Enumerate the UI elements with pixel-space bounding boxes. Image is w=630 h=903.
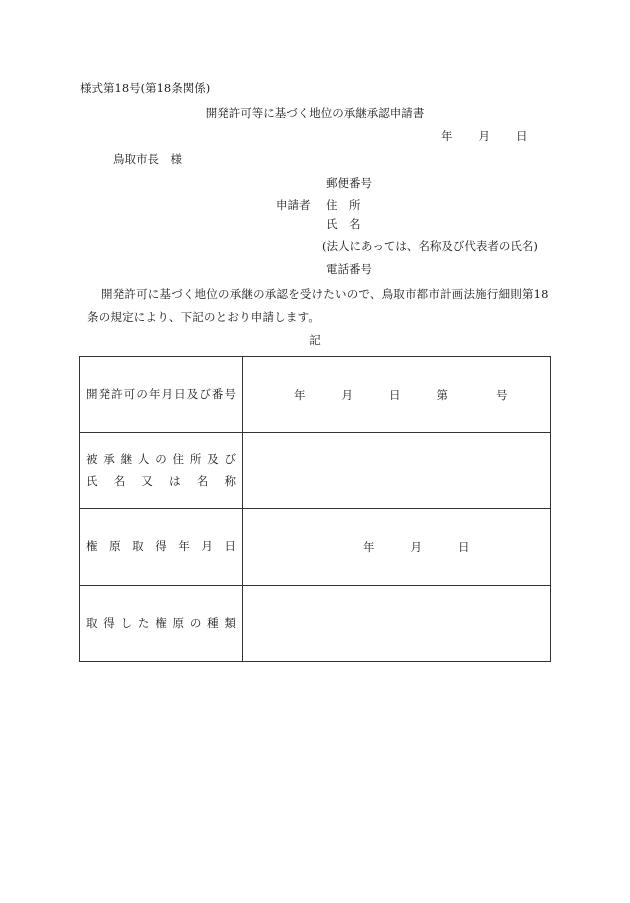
date-day: 日 [516,129,528,143]
permit-go: 号 [496,387,508,402]
form-number: 様式第18号(第18条関係) [80,81,211,95]
permit-year: 年 [294,387,306,402]
predecessor-label-cell [80,433,243,509]
table-row [80,509,551,586]
name-label: 氏 名 [326,217,361,231]
phone-label: 電話番号 [326,262,372,276]
permit-day: 日 [389,387,401,402]
document-title: 開発許可等に基づく地位の承継承認申請書 [205,106,425,120]
title-acquired-date-label: 権原取得年月日 [86,539,236,554]
predecessor-value-cell[interactable] [243,433,551,509]
body-text-line-2: 条の規定により、下記のとおり申請します。 [87,310,321,324]
acquired-month: 月 [410,540,422,554]
address-label: 住 所 [326,198,361,212]
title-type-label-cell [80,586,243,662]
title-type-value-cell[interactable] [243,586,551,662]
addressee: 鳥取市長 様 [113,152,182,166]
applicant-label: 申請者 [276,198,311,212]
table-row [80,357,551,433]
acquired-year: 年 [363,540,375,554]
permit-date-number-label: 開発許可の年月日及び番号 [86,386,236,401]
title-acquired-date-value-cell [243,509,551,586]
acquired-day: 日 [458,540,470,554]
submission-date [441,131,528,143]
permit-dai: 第 [436,387,448,402]
title-acquired-date-label-cell [80,509,243,586]
permit-month: 月 [341,387,353,402]
table-row [80,433,551,509]
title-type-label: 取得した権原の種類 [86,615,236,630]
application-table [79,356,551,662]
table-row [80,586,551,662]
date-year: 年 [441,129,453,143]
predecessor-label-line-2: 氏名又は名称 [86,473,236,488]
permit-date-number-label-cell [80,357,243,433]
ki-heading: 記 [309,333,321,347]
corporate-note: (法人にあっては、名称及び代表者の氏名) [322,239,538,253]
permit-date-number-value-cell [243,357,551,433]
date-month: 月 [478,129,490,143]
predecessor-label-line-1: 被承継人の住所及び [86,451,236,466]
postal-code-label: 郵便番号 [326,176,372,190]
body-text-line-1: 開発許可に基づく地位の承継の承認を受けたいので、鳥取市都市計画法施行細則第18 [101,287,549,301]
